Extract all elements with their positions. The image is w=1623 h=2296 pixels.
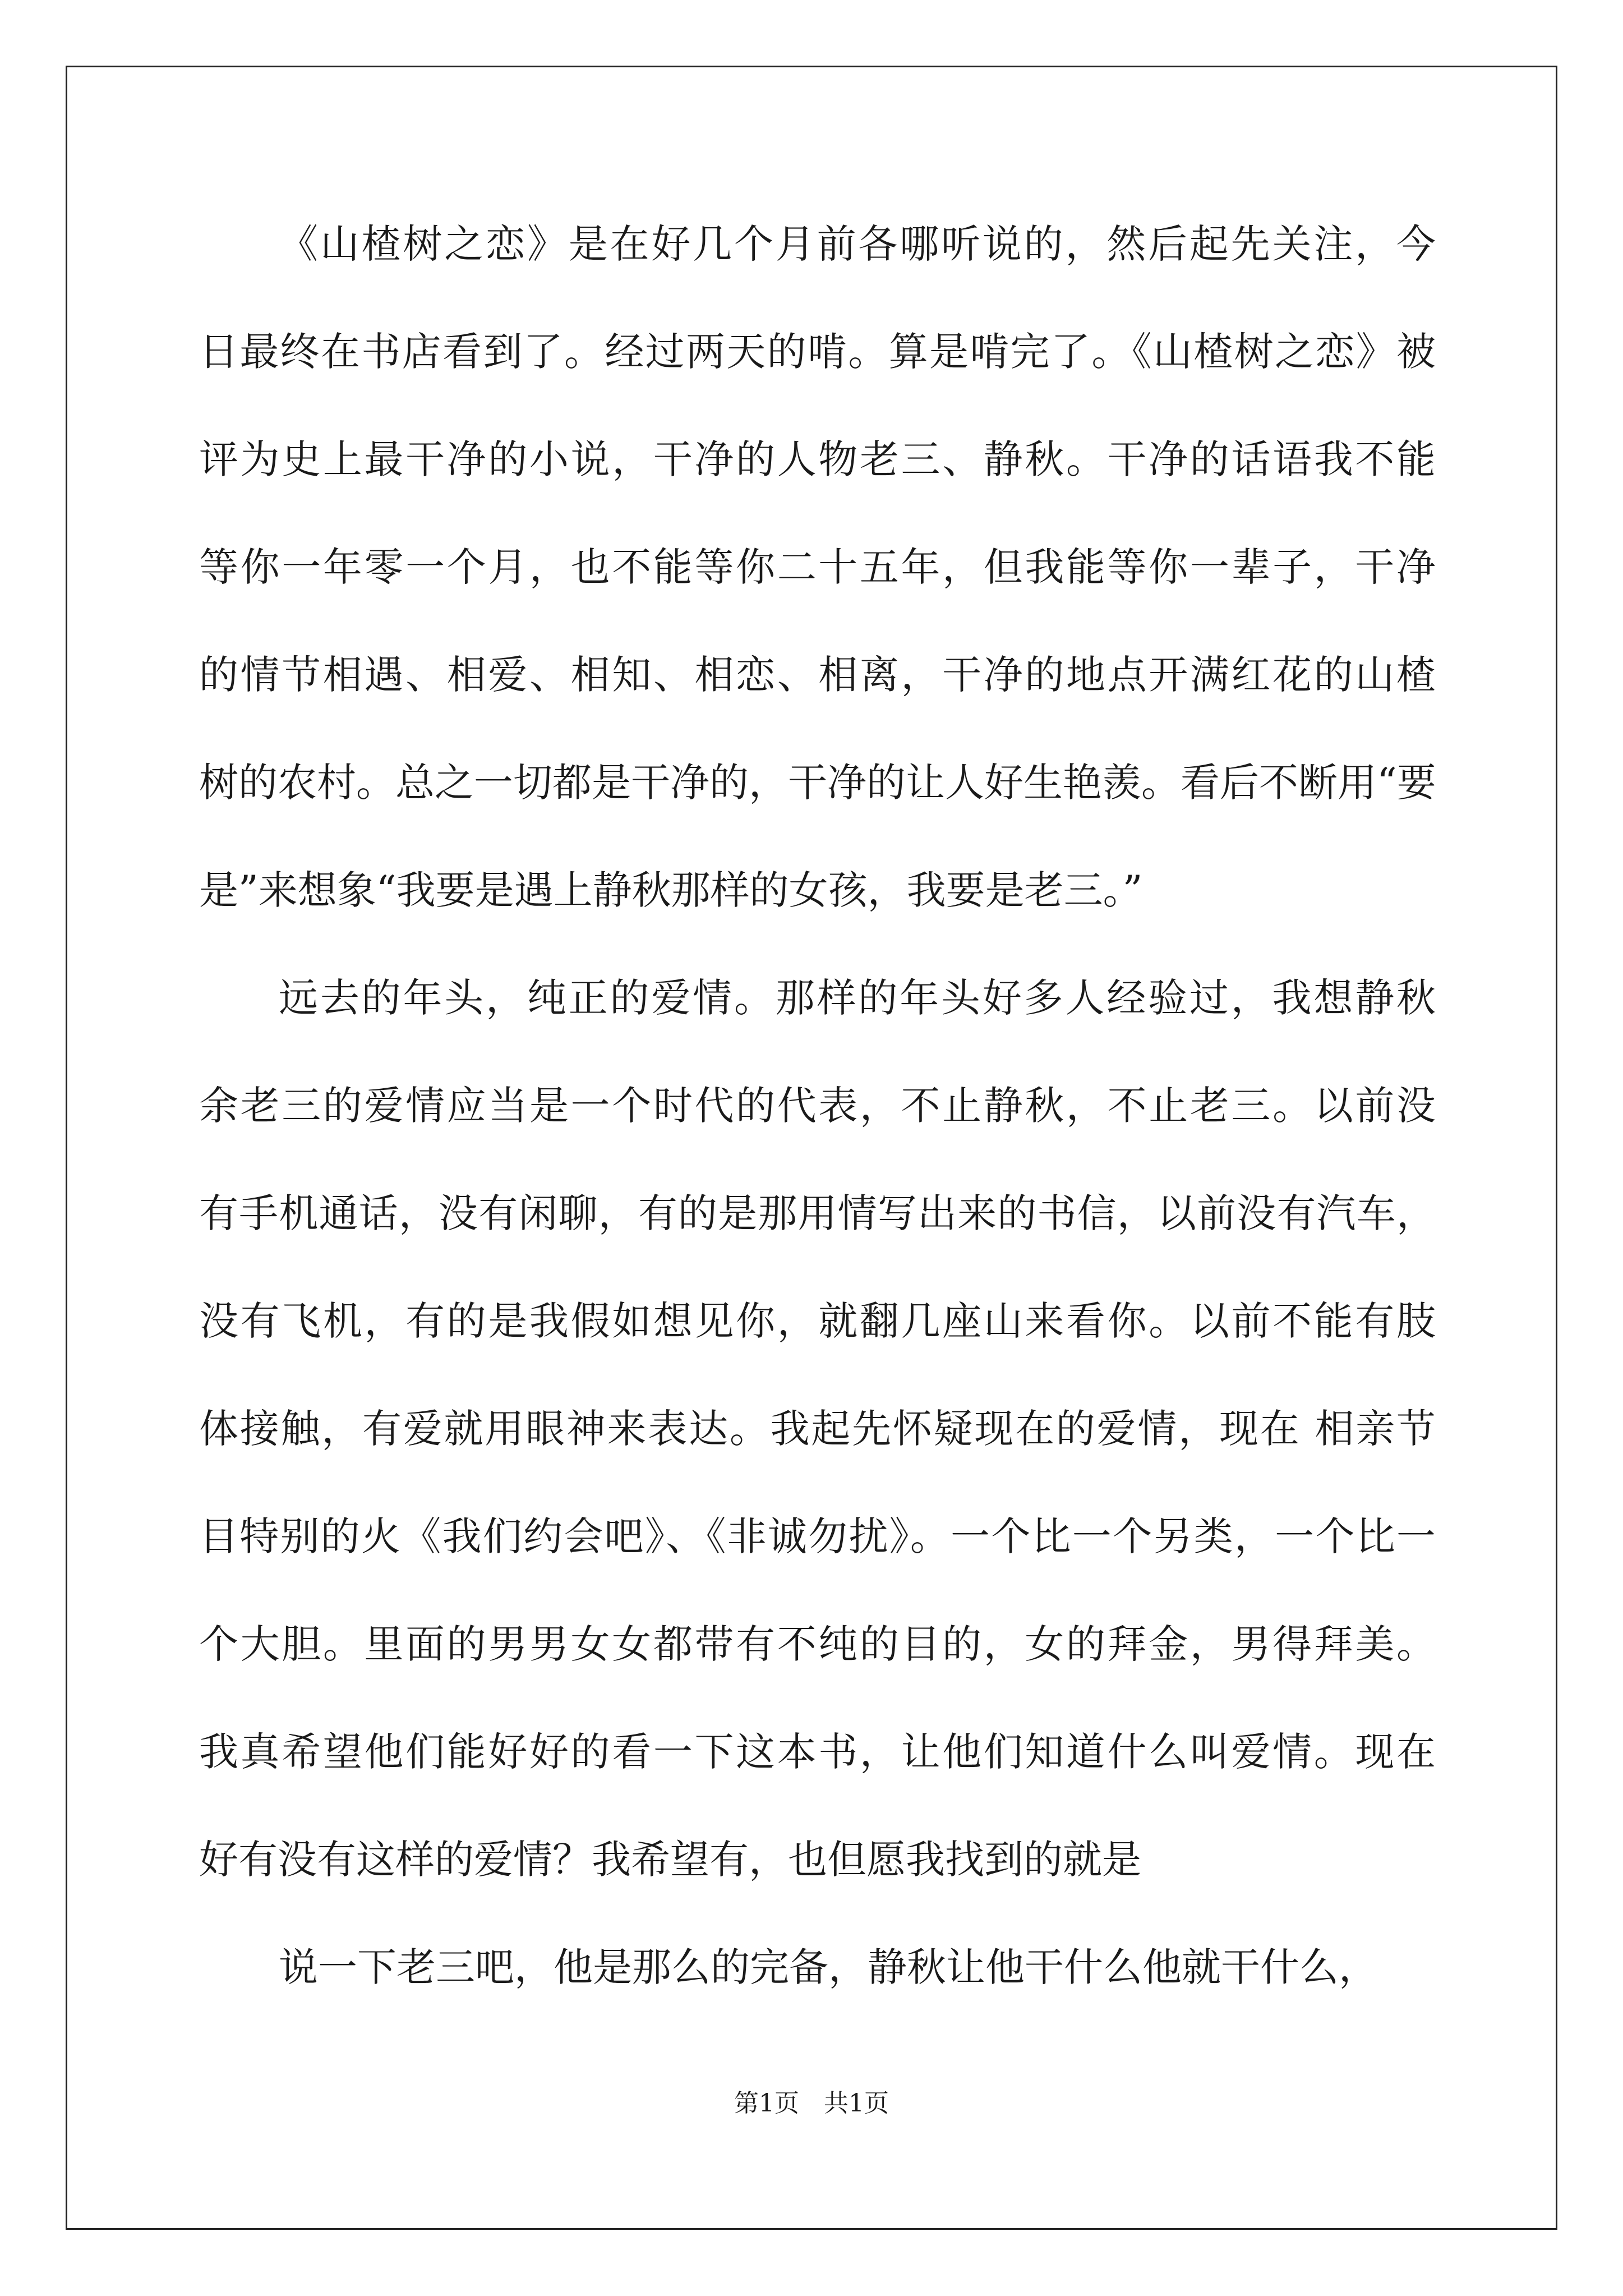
- paragraph-1-line-1: 《山楂树之恋》是在好几个月前各哪听说的，然后起先关注，今: [279, 221, 1436, 267]
- paragraph-2-line-9: 好有没有这样的爱情？我希望有，也但愿我找到的就是: [199, 1837, 1141, 1883]
- paragraph-1-line-4: 等你一年零一个月，也不能等你二十五年，但我能等你一辈子，干净: [199, 544, 1436, 590]
- paragraph-2-line-4: 没有飞机，有的是我假如想见你，就翻几座山来看你。以前不能有肢: [199, 1298, 1436, 1344]
- paragraph-1-line-2: 日最终在书店看到了。经过两天的啃。算是啃完了。《山楂树之恋》被: [199, 329, 1436, 375]
- paragraph-2-line-2: 余老三的爱情应当是一个时代的代表，不止静秋，不止老三。以前没: [199, 1083, 1436, 1129]
- paragraph-1-line-5: 的情节相遇、相爱、相知、相恋、相离，干净的地点开满红花的山楂: [199, 652, 1436, 698]
- paragraph-3-line-1: 说一下老三吧，他是那么的完备，静秋让他干什么他就干什么，: [279, 1944, 1378, 1990]
- paragraph-2-line-7: 个大胆。里面的男男女女都带有不纯的目的，女的拜金，男得拜美。: [199, 1621, 1436, 1667]
- paragraph-2-line-8: 我真希望他们能好好的看一下这本书，让他们知道什么叫爱情。现在: [199, 1729, 1436, 1775]
- paragraph-1-line-7: 是”来想象“我要是遇上静秋那样的女孩，我要是老三。”: [199, 867, 1143, 913]
- paragraph-2-line-1: 远去的年头，纯正的爱情。那样的年头好多人经验过，我想静秋: [279, 975, 1436, 1021]
- paragraph-2-line-3: 有手机通话，没有闲聊，有的是那用情写出来的书信，以前没有汽车，: [199, 1190, 1436, 1236]
- paragraph-2-line-6: 目特别的火《我们约会吧》、《非诚勿扰》。一个比一个另类，一个比一: [199, 1513, 1436, 1559]
- paragraph-1-line-6: 树的农村。总之一切都是干净的，干净的让人好生艳羡。看后不断用“要: [199, 760, 1436, 806]
- paragraph-2-line-5: 体接触，有爱就用眼神来表达。我起先怀疑现在的爱情，现在 相亲节: [199, 1406, 1436, 1452]
- document-body: [199, 210, 1436, 2041]
- paragraph-1-line-3: 评为史上最干净的小说，干净的人物老三、静秋。干净的话语我不能: [199, 436, 1436, 482]
- page-footer: 第1页 共1页: [734, 2089, 889, 2118]
